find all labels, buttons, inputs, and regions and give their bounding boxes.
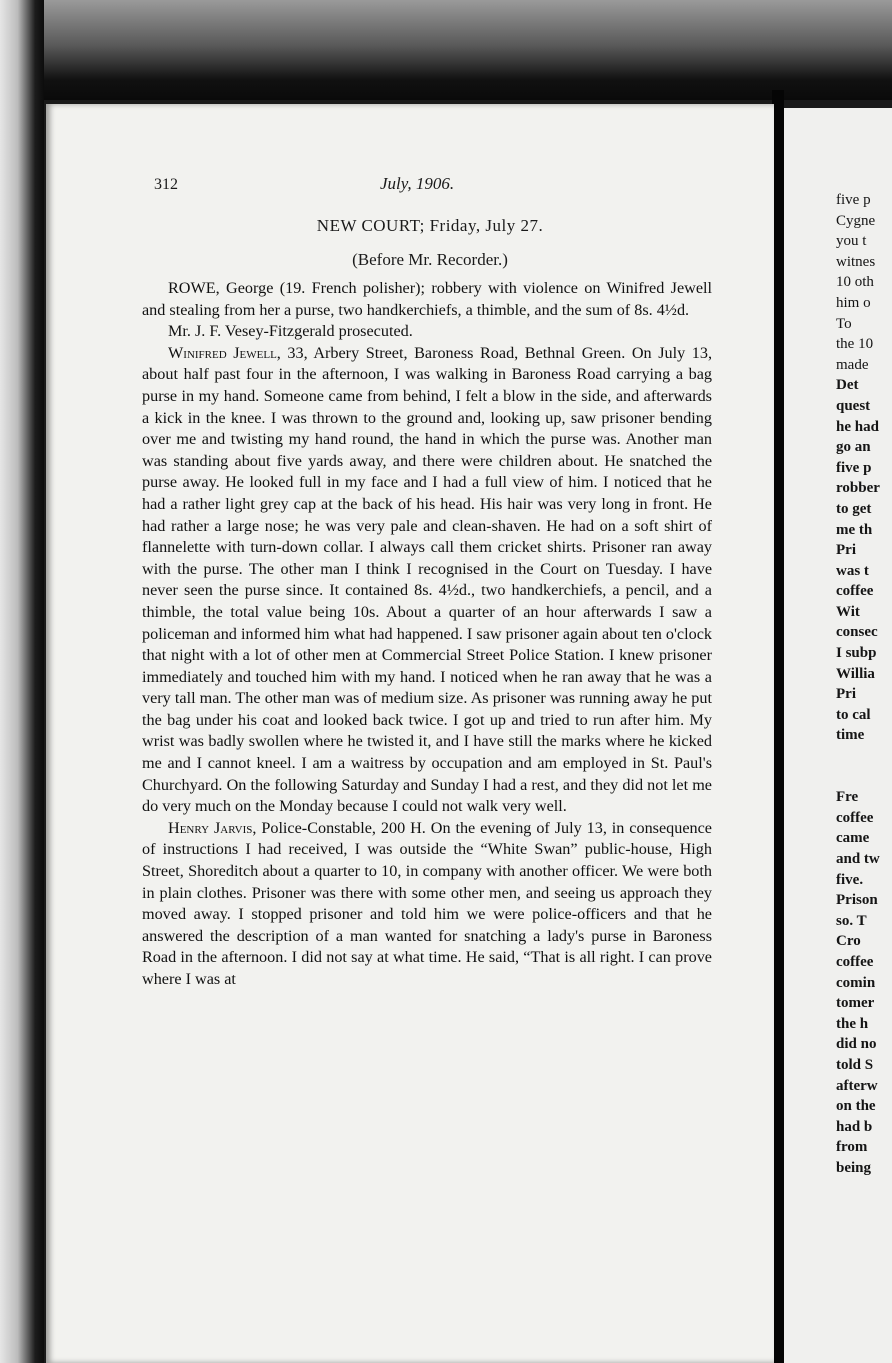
facing-page-line: so. T <box>836 912 867 929</box>
facing-page-line: five p <box>836 459 872 476</box>
witness-name: Henry Jarvis <box>168 818 253 837</box>
facing-page-line: Wit <box>836 603 860 620</box>
facing-page-line: did no <box>836 1036 877 1053</box>
paragraph: Mr. J. F. Vesey-Fitzgerald prosecuted. <box>168 322 413 341</box>
facing-page-line: from <box>836 1139 868 1156</box>
facing-page-line: quest <box>836 397 871 414</box>
facing-page-line: on the <box>836 1098 876 1115</box>
facing-page-line: was t <box>836 562 869 579</box>
facing-page-line <box>836 746 892 767</box>
facing-page-line: Det <box>836 377 859 394</box>
facing-page-line: to cal <box>836 706 871 723</box>
facing-page-line: five p <box>836 192 871 208</box>
facing-page-line: me th <box>836 521 873 538</box>
page-header <box>46 168 774 194</box>
scan-top-edge <box>0 0 892 100</box>
facing-page-line: him o <box>836 294 871 311</box>
paragraph: ROWE, George (19. French polisher); robbery with violence on Winifred Jewell and stealing from her a purse, two handkerchiefs, a thimble, and the sum of 8s. 4½d. <box>142 279 712 319</box>
paragraph: Winifred Jewell, 33, Arbery Street, Baroness Road, Bethnal Green. On July 13, about half past four in the afternoon, I was walking in Baroness Road carrying a bag purse in my hand. Someone came from behind, I felt a blow in the side, and afterwards a kick in the knee. I was thrown to the ground and, looking up, saw prisoner bending over me and twisting my hand round, the hand in which the purse was. Another man was standing about five yards away, and there were children about. He snatched the purse away. He looked full in my face and I had a full view of him. I noticed that he had a rather light grey cap at the back of his head. His hair was very long in front. He had rather a large nose; he was very pale and clean-shaven. He had on a soft shirt of flannelette with turn-down collar. I always call them cricket shirts. Prisoner ran away with the purse. The other man I think I recognised in the Court on Tuesday. I have never seen the purse since. It contained 8s. 4½d., two handkerchiefs, a pencil, and a thimble, the total value being 10s. About a quarter of an hour afterwards I saw a policeman and informed him what had happened. I saw prisoner again about ten o'clock that night with a lot of other men at Commercial Street Police Station. I knew prisoner immediately and touched him with my hand. I noticed when he ran away that he was a very tall man. The other man was of medium size. As prisoner was running away he put the bag under his coat and looked back twice. I got up and tried to run after him. My wrist was badly swollen where he twisted it, and I have still the marks where he kicked me and I cannot kneel. I am a waitress by occupation and am employed in St. Paul's Churchyard. On the following Saturday and Sunday I had a rest, and they did not let me do very much on the Monday because I could not walk very well. <box>142 343 712 816</box>
facing-page-line: Pri <box>836 686 856 703</box>
facing-page-line: comin <box>836 974 876 991</box>
page-number: 312 <box>154 176 178 193</box>
facing-page-line: go an <box>836 439 871 456</box>
facing-page-line: I subp <box>836 645 877 662</box>
facing-page-line: being <box>836 1159 872 1176</box>
paragraph: Henry Jarvis, Police-Constable, 200 H. On the evening of July 13, in consequence of instructions I had received, I was outside the “White Swan” public-house, High Street, Shoreditch about a quarter to 10, in company with another officer. We were both in plain clothes. Prisoner was there with some other men, and seeing us approach they moved away. I stopped prisoner and told him we were police-officers and that he answered the description of a man wanted for snatching a lady's purse in Baroness Road in the afternoon. I did not say at what time. He said, “That is all right. I can prove where I was at <box>142 818 712 988</box>
court-heading: NEW COURT; Friday, July 27. <box>316 216 544 235</box>
facing-page-line: robber <box>836 480 880 497</box>
facing-page-line: made <box>836 356 869 373</box>
book-spine-left <box>0 0 44 1363</box>
facing-page-text <box>836 190 892 1179</box>
facing-page <box>784 108 892 1363</box>
facing-page-line: coffee <box>836 809 874 826</box>
facing-page-line: tomer <box>836 995 875 1012</box>
left-page <box>46 104 774 1363</box>
witness-name: Winifred Jewell <box>168 343 277 362</box>
page-body <box>142 278 712 991</box>
facing-page-line: coffee <box>836 583 874 600</box>
facing-page-line: Cro <box>836 933 861 950</box>
facing-page-line: and tw <box>836 851 880 867</box>
running-head: July, 1906. <box>380 174 455 193</box>
facing-page-line: told S <box>836 1056 874 1073</box>
before-line: (Before Mr. Recorder.) <box>352 250 508 269</box>
facing-page-line: he had <box>836 418 879 435</box>
facing-page-line: the h <box>836 1015 869 1032</box>
facing-page-line: Cygne <box>836 212 876 229</box>
facing-page-line: the 10 <box>836 336 874 353</box>
facing-page-line: afterw <box>836 1077 878 1094</box>
facing-page-line: Pri <box>836 542 856 559</box>
facing-page-line: Willia <box>836 665 875 682</box>
facing-page-line: Fre <box>836 789 859 806</box>
facing-page-line: 10 oth <box>836 274 874 291</box>
facing-page-line: you t <box>836 233 867 250</box>
facing-page-line <box>836 767 892 788</box>
facing-page-line: Prison <box>836 892 878 909</box>
facing-page-line: five. <box>836 871 864 888</box>
facing-page-line: consec <box>836 624 878 641</box>
facing-page-line: had b <box>836 1118 873 1135</box>
facing-page-line: time <box>836 727 865 744</box>
facing-page-line: to get <box>836 500 872 517</box>
facing-page-line: To <box>836 315 852 332</box>
facing-page-line: coffee <box>836 953 874 970</box>
facing-page-line: came <box>836 830 870 847</box>
facing-page-line: witnes <box>836 253 876 270</box>
